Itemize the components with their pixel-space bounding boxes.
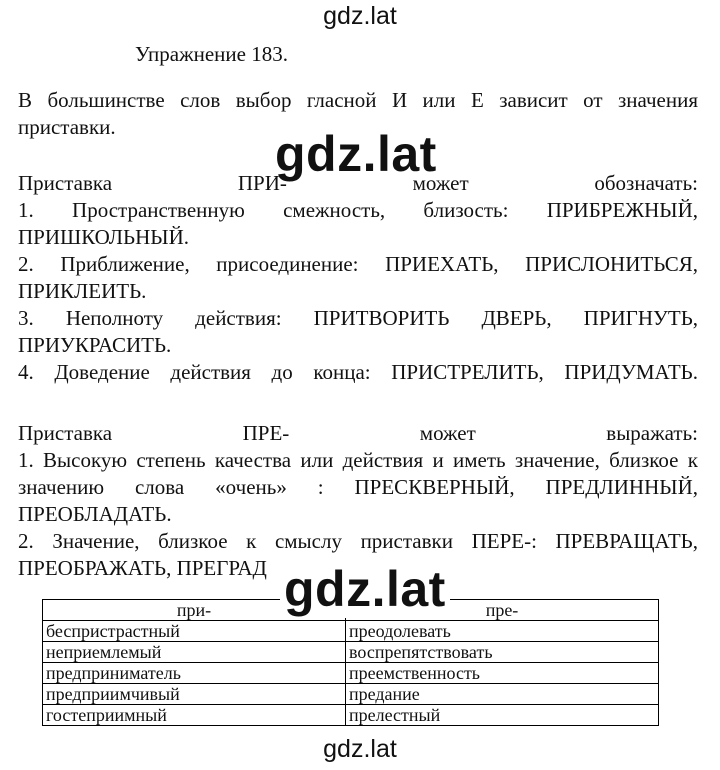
heading-word: может [419, 421, 476, 445]
heading-word: Приставка [18, 171, 113, 195]
watermark-middle: gdz.lat [275, 126, 437, 182]
table-row [43, 642, 659, 663]
heading-word: выражать: [606, 421, 699, 445]
table-row [43, 705, 659, 726]
table-row [43, 621, 659, 642]
table-cell: преодолевать [346, 621, 659, 642]
table-cell: гостеприимный [43, 705, 346, 726]
heading-word: ПРИ- [237, 171, 287, 195]
table-row [43, 663, 659, 684]
table-cell: предприниматель [43, 663, 346, 684]
exercise-title: Упражнение 183. [135, 42, 288, 66]
pri-item-line: 3. Неполноту действия: ПРИТВОРИТЬ ДВЕРЬ, ПРИГНУТЬ, [18, 306, 698, 330]
pri-heading [18, 170, 698, 197]
table-cell: преемственность [346, 663, 659, 684]
table-cell: воспрепятствовать [346, 642, 659, 663]
pre-item-line: ПРЕОБЛАДАТЬ. [18, 502, 172, 526]
pri-item-line: ПРИУКРАСИТЬ. [18, 333, 172, 357]
pri-item-line: 4. Доведение действия до конца: ПРИСТРЕЛИТЬ, ПРИДУМАТЬ. [18, 360, 698, 384]
pre-item-line: значению слова «очень» : ПРЕСКВЕРНЫЙ, ПРЕДЛИННЫЙ, [18, 475, 698, 499]
pri-item-line: 2. Приближение, присоединение: ПРИЕХАТЬ, ПРИСЛОНИТЬСЯ, [18, 252, 698, 276]
pri-item-line: ПРИШКОЛЬНЫЙ. [18, 225, 189, 249]
pri-section [18, 170, 698, 386]
table-cell: предание [346, 684, 659, 705]
table-cell: предприимчивый [43, 684, 346, 705]
column-header: пре- [346, 600, 659, 621]
intro-line: приставки. [18, 115, 116, 139]
column-header: при- [43, 600, 346, 621]
watermark-top: gdz.lat [323, 2, 397, 30]
watermark-overlay: gdz.lat [280, 560, 450, 618]
pre-item-line: 1. Высокую степень качества или действия и иметь значение, близкое к [18, 448, 698, 472]
pre-item-line: ПРЕОБРАЖАТЬ, ПРЕГРАД [18, 556, 267, 580]
table-cell: неприемлемый [43, 642, 346, 663]
pre-section [18, 420, 698, 582]
table-cell: беспристрастный [43, 621, 346, 642]
pre-item-line: 2. Значение, близкое к смыслу приставки ПЕРЕ-: ПРЕВРАЩАТЬ, [18, 529, 698, 553]
watermark-bottom: gdz.lat [323, 735, 397, 763]
pri-item-line: 1. Пространственную смежность, близость: ПРИБРЕЖНЫЙ, [18, 198, 698, 222]
table-cell: прелестный [346, 705, 659, 726]
pri-item-line: ПРИКЛЕИТЬ. [18, 279, 147, 303]
pre-heading [18, 420, 698, 447]
heading-word: Приставка [18, 421, 113, 445]
intro-line: В большинстве слов выбор гласной И или Е зависит от значения [18, 88, 698, 112]
heading-word: ПРЕ- [242, 421, 290, 445]
heading-word: может [412, 171, 469, 195]
heading-word: обозначать: [594, 171, 699, 195]
prefix-table [42, 599, 659, 726]
table-row [43, 684, 659, 705]
